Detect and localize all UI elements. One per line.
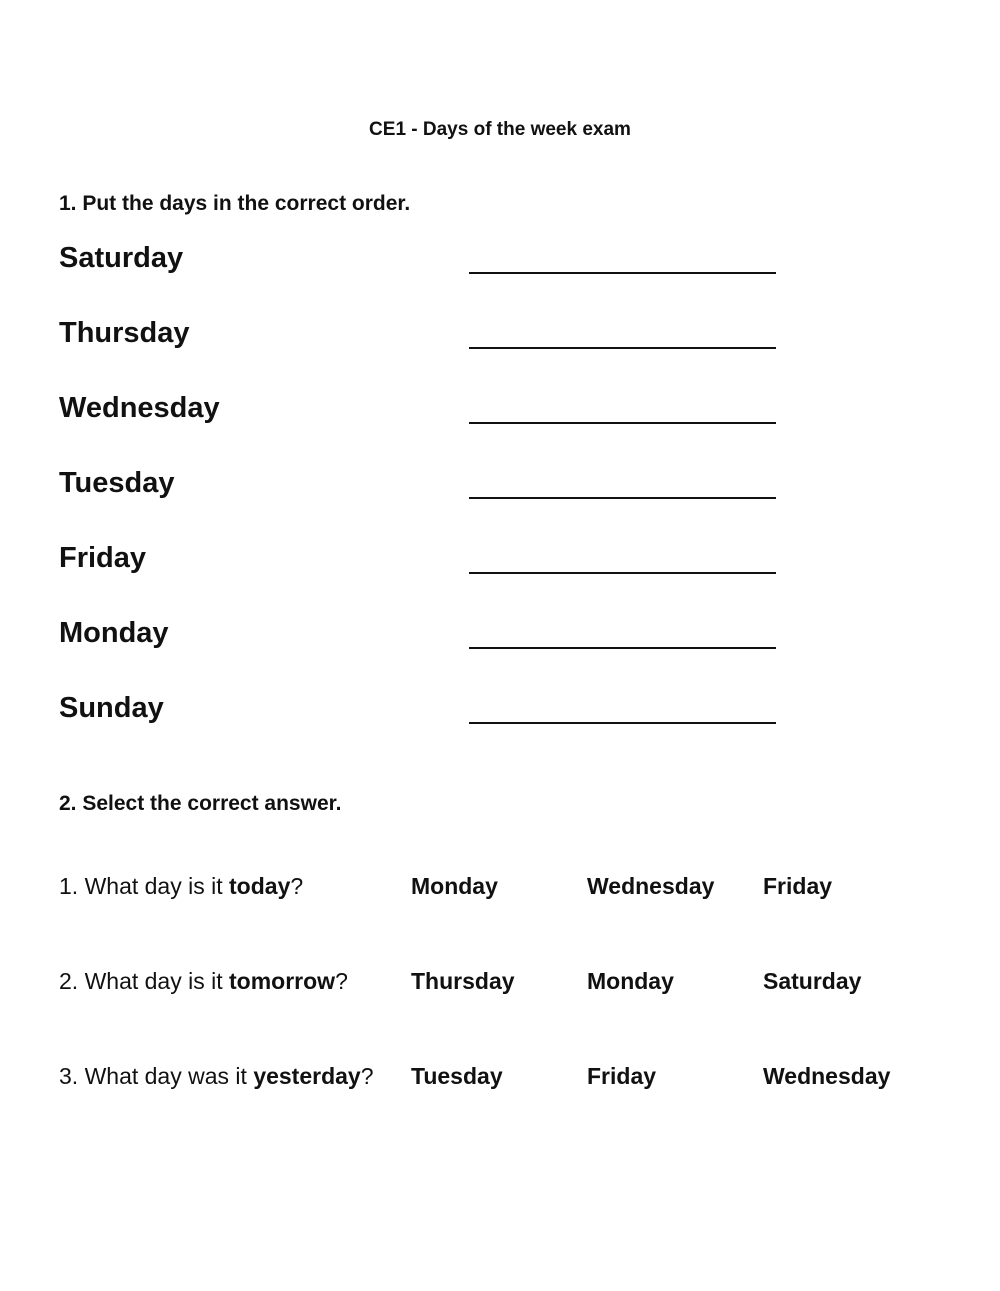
question-row [59,961,939,1056]
question-suffix: ? [335,968,348,994]
question-row [59,866,939,961]
answer-blank[interactable] [469,347,776,349]
section-2-heading: 2. Select the correct answer. [59,792,342,815]
answer-option[interactable]: Friday [763,873,833,899]
day-word[interactable]: Friday [59,542,147,574]
answer-option[interactable]: Friday [587,1063,657,1089]
question-prefix: 2. What day is it [59,968,230,994]
answer-option[interactable]: Monday [587,968,674,994]
question-prefix: 1. What day is it [59,873,230,899]
answer-option[interactable]: Wednesday [587,873,715,899]
answer-option[interactable]: Tuesday [411,1063,503,1089]
question-suffix: ? [360,1063,374,1089]
question-row [59,1056,939,1151]
question-text [59,961,348,1001]
question-keyword: today [229,873,291,899]
answer-blank[interactable] [469,722,776,724]
day-order-list [59,238,799,763]
answer-blank[interactable] [469,572,776,574]
answer-blank[interactable] [469,647,776,649]
question-keyword: tomorrow [229,968,336,994]
question-text [59,1056,374,1096]
section-1-heading: 1. Put the days in the correct order. [59,192,411,215]
answer-option[interactable]: Saturday [763,968,862,994]
day-word[interactable]: Wednesday [59,392,220,424]
order-row [59,313,799,388]
answer-option[interactable]: Wednesday [763,1063,891,1089]
question-suffix: ? [290,873,304,899]
question-prefix: 3. What day was it [59,1063,254,1089]
order-row [59,538,799,613]
multiple-choice-list [59,866,939,1151]
question-keyword: yesterday [253,1063,361,1089]
day-word[interactable]: Saturday [59,242,184,274]
order-row [59,463,799,538]
day-word[interactable]: Thursday [59,317,190,349]
day-word[interactable]: Sunday [59,692,164,724]
answer-blank[interactable] [469,497,776,499]
answer-blank[interactable] [469,422,776,424]
order-row [59,688,799,763]
page-title: CE1 - Days of the week exam [369,119,631,140]
order-row [59,613,799,688]
order-row [59,388,799,463]
answer-option[interactable]: Thursday [411,968,515,994]
answer-blank[interactable] [469,272,776,274]
order-row [59,238,799,313]
answer-option[interactable]: Monday [411,873,498,899]
day-word[interactable]: Monday [59,617,169,649]
day-word[interactable]: Tuesday [59,467,175,499]
question-text [59,866,303,906]
